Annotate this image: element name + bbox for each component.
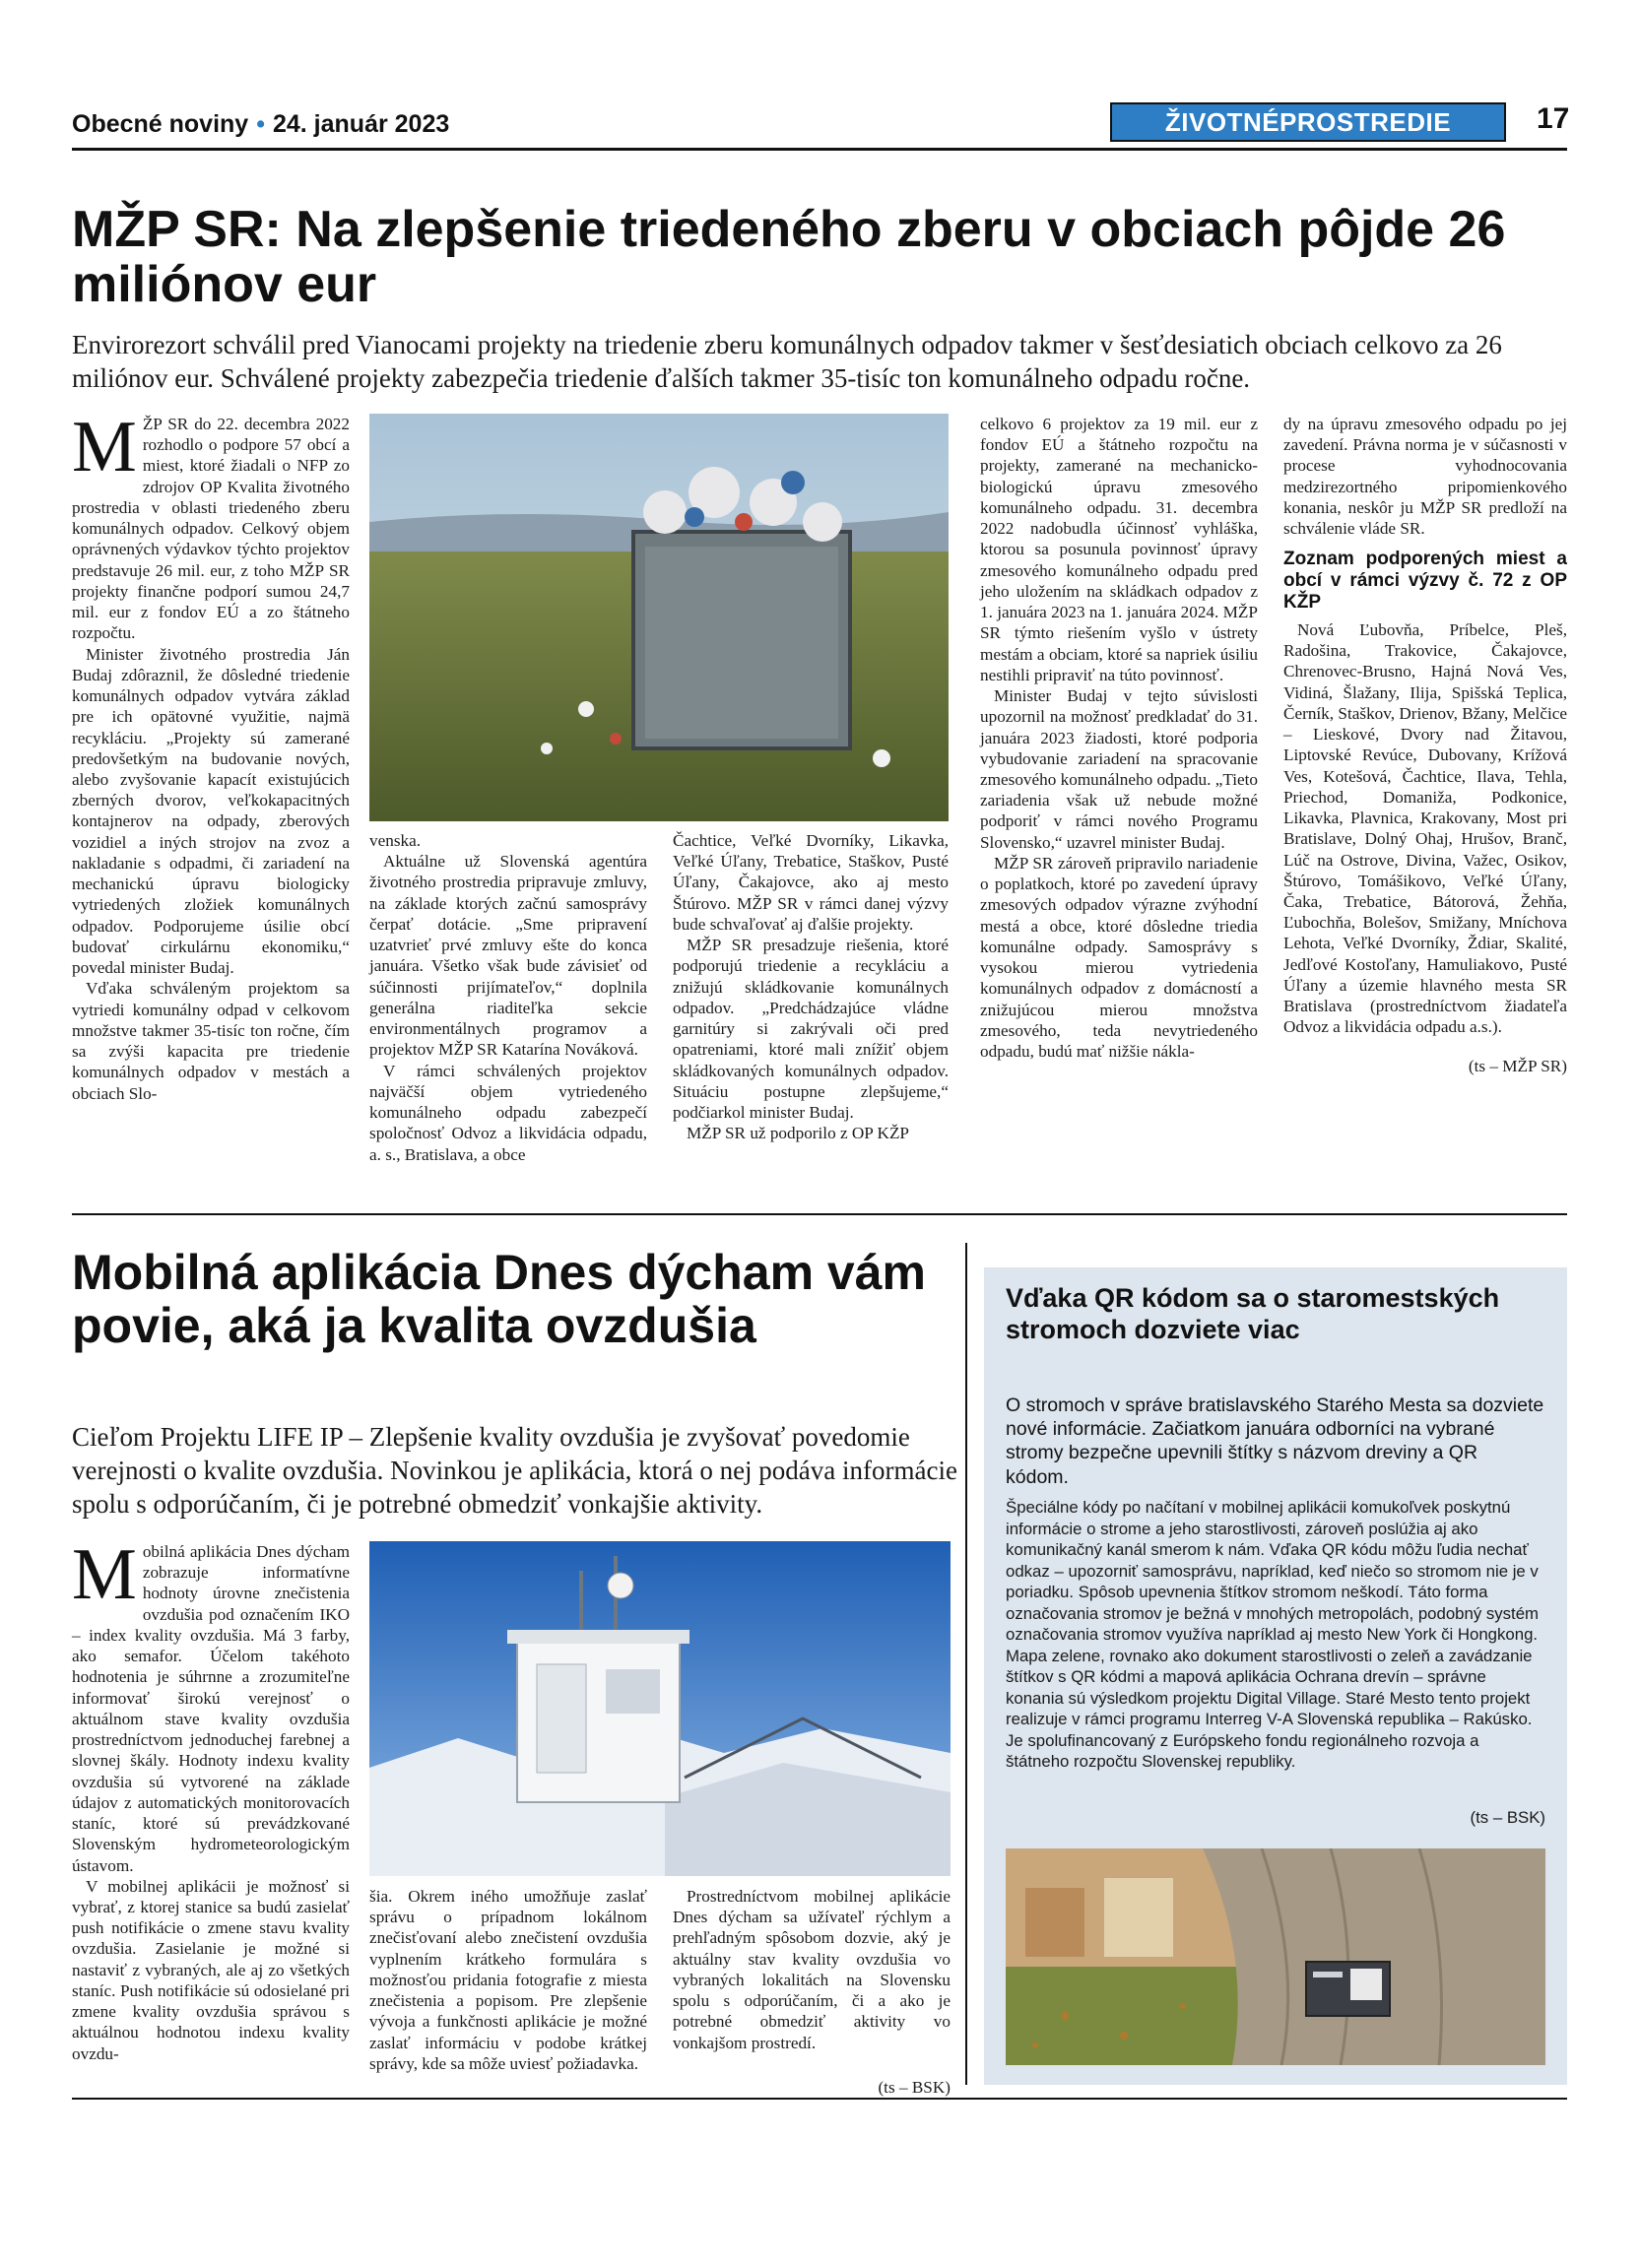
paragraph: V rámci schválených projektov najväčší objem vytriedeného komunálneho odpadu zabezpečí spoločnosť Odvoz a likvidácia odpadu, a. s., Bratislava, a obce bbox=[369, 1061, 647, 1164]
article2-column-3 bbox=[673, 1886, 951, 2098]
header-rule bbox=[72, 148, 1567, 151]
article1-column-1 bbox=[72, 407, 350, 1104]
paragraph: Prostredníctvom mobilnej aplikácie Dnes dýcham sa užívateľ rýchlym a prehľadným spôsobom dozvie, aký je aktuálny stav kvality ovzdušia vo vybraných lokalitách na Slovensku spolu s odporúčaním, či a ako je potrebné obmedziť aktivity vo vonkajšom prostredí. bbox=[673, 1887, 951, 2052]
page-number: 17 bbox=[1537, 102, 1570, 135]
article2-dropcap: M bbox=[72, 1534, 137, 1615]
article2-column-1 bbox=[72, 1534, 350, 2064]
column-separator bbox=[965, 1243, 967, 2085]
separator-dot: • bbox=[256, 110, 265, 138]
article2-column-2 bbox=[369, 1886, 647, 2074]
article1-column-2 bbox=[369, 830, 647, 1165]
box-signature: (ts – BSK) bbox=[1470, 1808, 1545, 1827]
issue-date: 24. január 2023 bbox=[272, 110, 450, 138]
box-body: Špeciálne kódy po načítaní v mobilnej aplikácii komukoľvek poskytnú informácie o strome a jeho starostlivosti, zároveň poslúžia aj ako komunikačný kanál smerom k nám. Vďaka QR kódu môžu ľudia nechať odkaz – upozorniť samosprávu, napríklad, keď niečo so stromom nie je v poriadku. Spôsob upevnenia štítkov stromom neškodí. Táto forma označovania stromov je bežná v mnohých metropolách, podobný systém označovania stromov využíva napríklad aj mesto New York či Hongkong. Mapa zelene, rovnako ako dokument starostlivosti o zeleň a zavádzanie štítkov s QR kódmi a mapová aplikácia Ochrana drevín – správne konania sú výsledkom projektu Digital Village. Staré Mesto tento projekt realizuje v rámci programu Interreg V-A Slovenská republika – Rakúsko. Je spolufinancovaný z Európskeho fondu regionálneho rozvoja a štátneho rozpočtu Slovenskej republiky. bbox=[1006, 1498, 1540, 1771]
paragraph: dy na úpravu zmesového odpadu po jej zavedení. Právna norma je v súčasnosti v procese vyhodnocovania medzirezortného pripomienkového konania, neskôr ju MŽP SR predloží na schválenie vláde SR. bbox=[1283, 415, 1567, 539]
footer-rule bbox=[72, 2098, 1567, 2100]
paragraph: Čachtice, Veľké Dvorníky, Likavka, Veľké Úľany, Trebatice, Staškov, Pusté Úľany, Čakajovce, ako aj mesto Štúrovo. MŽP SR v rámci danej výzvy bude schvaľovať aj ďalšie projekty. bbox=[673, 831, 949, 934]
paragraph: MŽP SR už podporilo z OP KŽP bbox=[687, 1124, 909, 1143]
qr-trees-sidebar-box bbox=[984, 1267, 1567, 2085]
paragraph: venska. bbox=[369, 831, 422, 850]
paragraph: Minister Budaj v tejto súvislosti upozornil na možnosť predkladať do 31. januára 2023 žiadosti, ktoré podporia vybudovanie zariadení na spracovanie zmesového komunálneho odpadu. „Tieto zariadenia však už nebude možné podporiť v rámci nového Programu Slovensko,“ uzavrel minister Budaj. bbox=[980, 686, 1258, 852]
list-subheading: Zoznam podporených miest a obcí v rámci výzvy č. 72 z OP KŽP bbox=[1283, 549, 1567, 614]
masthead bbox=[72, 110, 449, 139]
box-lead: O stromoch v správe bratislavského Starého Mesta sa dozviete nové informácie. Začiatkom januára odborníci na vybrané stromy bezpečne upevnili štítky s názvom dreviny a QR kódom. bbox=[1006, 1394, 1544, 1488]
paragraph: Aktuálne už Slovenská agentúra životného prostredia pripravuje zmluvy, na základe ktorých začnú samosprávy čerpať dotácie. „Sme pripravení uzatvrieť prvé zmluvy ešte do konca januára. Všetko však bude závisieť od súčinnosti prijímateľov,“ doplnila generálna riaditeľka sekcie environmentálnych programov a projektov MŽP SR Katarína Nováková. bbox=[369, 852, 647, 1060]
box-headline: Vďaka QR kódom sa o staromestských stromoch dozviete viac bbox=[1006, 1283, 1500, 1344]
article1-headline: MŽP SR: Na zlepšenie triedeného zberu v obciach pôjde 26 miliónov eur bbox=[72, 201, 1506, 314]
section-label: ŽIVOTNÉPROSTREDIE bbox=[1110, 102, 1506, 142]
publication-name: Obecné noviny bbox=[72, 110, 249, 138]
paragraph: V mobilnej aplikácii je možnosť si vybrať, z ktorej stanice sa budú zasielať push notifikácie o zmene stavu kvality ovzdušia. Zasielanie je možné si nastaviť z vybraných, ale aj zo všetkých staníc. Push notifikácie sú odosielané pri zmene kvality ovzdušia správou s aktuálnou hodnotou indexu kvality ovzdu- bbox=[72, 1876, 350, 2063]
article2-signature: (ts – BSK) bbox=[878, 2077, 951, 2097]
paragraph: MŽP SR zároveň pripravilo nariadenie o poplatkoch, ktoré po zavedení úpravy zmesových odpadov výrazne zvýhodní mestá a obce, ktoré dôsledne triedia komunálne odpady. Samosprávy s vysokou mierou vytriedenia komunálnych odpadov z domácností a znižujúcou mierou množstva zmesového, teda nevytriedeného odpadu, budú mať nižšie nákla- bbox=[980, 853, 1258, 1062]
photo-tree-with-qr-label bbox=[1006, 1848, 1545, 2065]
supported-municipalities-list: Nová Ľubovňa, Príbelce, Pleš, Radošina, Trakovice, Čakajovce, Chrenovec-Brusno, Hajná Nová Ves, Vidiná, Šlažany, Ilija, Spišská Teplica, Černík, Staškov, Drienov, Bžany, Melčice – Lieskové, Dvory nad Žitavou, Liptovské Revúce, Dubovany, Krížová Ves, Kotešová, Čachtice, Ilava, Tehla, Priechod, Domaniža, Podkonice, Likavka, Plavnica, Krakovany, Most pri Bratislave, Dolný Ohaj, Hrušov, Branč, Lúč na Ostrove, Divina, Važec, Osikov, Štúrovo, Tomášikovo, Veľké Úľany, Čaka, Trebatice, Bátorová, Žehňa, Ľubochňa, Bolešov, Smižany, Mníchova Lehota, Veľké Dvorníky, Ždiar, Skalité, Jedľové Kostoľany, Hamuliakovo, Pusté Úľany a územie hlavného mesta SR Bratislava (prostredníctvom žiadateľa Odvoz a likvidácia odpadu a.s.). bbox=[1283, 619, 1567, 1037]
article1-signature: (ts – MŽP SR) bbox=[1468, 1056, 1567, 1075]
paragraph: šia. Okrem iného umožňuje zaslať správu o prípadnom lokálnom znečisťovaní alebo znečistení ovzdušia vyplnením krátkeho formulára s možnosťou pridania fotografie z miesta znečistenia a popisom. Pre zlepšenie vývoja a funkčnosti aplikácie je možné zaslať informáciu v podobe krátkej správy, kde sa môže uviesť požiadavka. bbox=[369, 1887, 647, 2073]
paragraph: Minister životného prostredia Ján Budaj zdôraznil, že dôsledné triedenie komunálnych odpadov vytvára základ pre ich opätovné využitie, najmä recykláciu. „Projekty sú zamerané predovšetkým na budovanie nových, alebo zvyšovanie kapacít existujúcich zberných dvorov, veľkokapacitných kontajnerov na odpady, zberových vozidiel a iných strojov na zvoz a nakladanie s odpadmi, či zariadení na mechanickú úpravu biologicky vytriedených zložiek komunálnych odpadov. Podporujeme úsilie obcí budovať cirkulárnu ekonomiku,“ povedal minister Budaj. bbox=[72, 644, 350, 978]
paragraph: Vďaka schváleným projektom sa vytriedi komunálny odpad v celkovom množstve takmer 35-tisíc ton ročne, čím sa zvýši kapacita pre triedenie komunálnych odpadov v mestách a obciach Slo- bbox=[72, 979, 350, 1103]
article2-lead: Cieľom Projektu LIFE IP – Zlepšenie kvality ovzdušia je zvyšovať povedomie verejnosti o kvalite ovzdušia. Novinkou je aplikácia, ktorá o nej podáva informácie spolu s odporúčaním, či je potrebné obmedziť vonkajšie aktivity. bbox=[72, 1422, 957, 1520]
article-divider bbox=[72, 1213, 1567, 1215]
article1-column-3 bbox=[673, 830, 949, 1144]
photo-overflowing-container bbox=[369, 414, 949, 821]
paragraph: ŽP SR do 22. decembra 2022 rozhodlo o podpore 57 obcí a miest, ktoré žiadali o NFP zo zdrojov OP Kvalita životného prostredia v oblasti triedeného zberu komunálnych odpadov. Celkový objem oprávnených výdavkov týchto projektov predstavuje 26 mil. eur, z toho MŽP SR projekty finančne podporí sumou 24,7 mil. eur z fondov EÚ a zo štátneho rozpočtu. bbox=[72, 415, 350, 643]
paragraph: celkovo 6 projektov za 19 mil. eur z fondov EÚ a štátneho rozpočtu na projekty, zamerané na mechanicko-biologickú úpravu zmesového komunálneho odpadu. 31. decembra 2022 nadobudla účinnosť vyhláška, ktorou sa posunula povinnosť úpravy zmesového komunálneho odpadu pred jeho uložením na skládkach odpadov z 1. januára 2023 na 1. januára 2024. MŽP SR týmto riešením vyšlo v ústrety mestám a obciam, ktoré sa napriek úsiliu nestihli pripraviť na túto povinnosť. bbox=[980, 415, 1258, 684]
article1-column-5 bbox=[1283, 414, 1567, 1076]
paragraph: obilná aplikácia Dnes dýcham zobrazuje informatívne hodnoty úrovne znečistenia ovzdušia pod označením IKO – index kvality ovzdušia. Má 3 farby, ako semafor. Účelom takéhoto hodnotenia je súhrnne a zrozumiteľne informovať širokú verejnosť o aktuálnom stave kvality ovzdušia prostredníctvom jednoduchej farebnej a slovnej škály. Hodnoty indexu kvality ovzdušia sú vytvorené na základe údajov z automatických monitorovacích staníc, ktoré sú prevádzkované Slovenským hydrometeorologickým ústavom. bbox=[72, 1542, 350, 1875]
article1-column-4 bbox=[980, 414, 1258, 1062]
article1-dropcap: M bbox=[72, 407, 137, 487]
paragraph: MŽP SR presadzuje riešenia, ktoré podporujú triedenie a recykláciu a znižujú skládkovanie komunálnych odpadov. „Predchádzajúce vládne garnitúry si zakrývali oči pred opatreniami, ktoré mali znížiť objem skládkovaných komunálnych odpadov. Situáciu postupne zlepšujeme,“ podčiarkol minister Budaj. bbox=[673, 936, 949, 1123]
photo-air-monitoring-station bbox=[369, 1541, 951, 1876]
article1-lead: Envirorezort schválil pred Vianocami projekty na triedenie zberu komunálnych odpadov takmer v šesťdesiatich obciach celkovo za 26 miliónov eur. Schválené projekty zabezpečia triedenie ďalších takmer 35-tisíc ton komunálneho odpadu ročne. bbox=[72, 330, 1502, 394]
article2-headline: Mobilná aplikácia Dnes dýcham vám povie, aká ja kvalita ovzdušia bbox=[72, 1245, 926, 1353]
